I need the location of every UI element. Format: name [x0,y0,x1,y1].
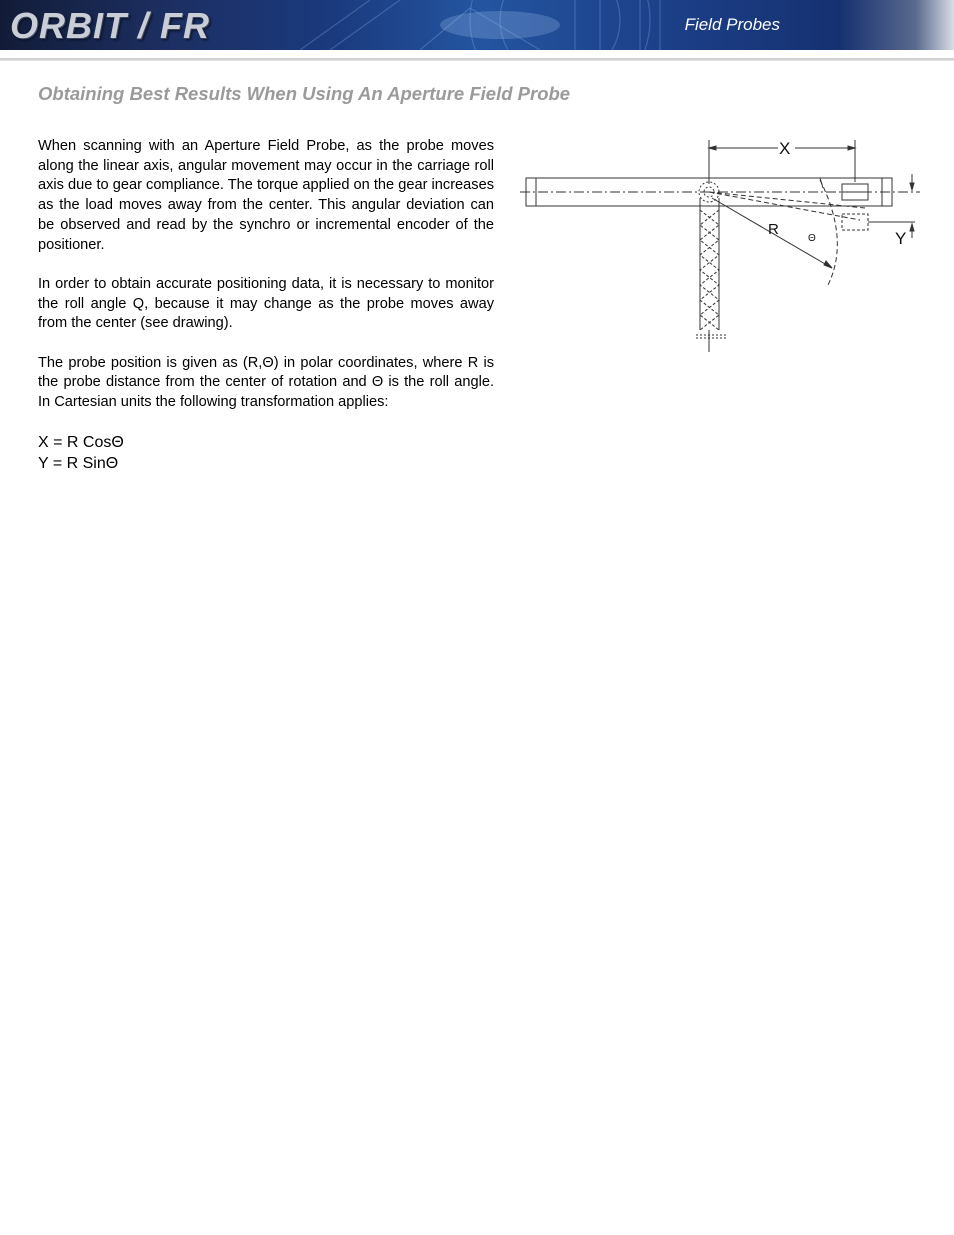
body-text [38,137,494,433]
probe-geometry-diagram [520,130,930,360]
formula-x: X = R CosΘ [38,434,124,451]
label-y: Y [895,229,907,248]
header-banner [0,0,954,50]
label-r: R [768,221,779,238]
probe-deflected [842,214,868,230]
formulas [38,432,124,474]
paragraph-3: The probe position is given as (R,Θ) in polar coordinates, where R is the probe distance from the center of rotation and Θ is the roll angle. In Cartesian units the following transformation applies: [38,354,494,411]
header-divider [0,58,954,61]
label-theta: Θ [808,233,816,244]
section-label: Field Probes [684,15,780,34]
orbit-fr-logo: ORBIT / FR [10,5,210,46]
paragraph-1: When scanning with an Aperture Field Probe, as the probe moves along the linear axis, angular movement may occur in the carriage roll axis due to gear compliance. The torque applied on the gear increases as the load moves away from the center. This angular deviation can be observed and read by the synchro or incremental encoder of the positioner. [38,138,494,253]
page-title: Obtaining Best Results When Using An Aperture Field Probe [38,83,571,104]
support-tower [696,198,727,352]
formula-y: Y = R SinΘ [38,455,119,472]
paragraph-2: In order to obtain accurate positioning data, it is necessary to monitor the roll angle Q, because it may change as the probe moves away from the center (see drawing). [38,275,494,332]
label-x: X [779,139,791,158]
